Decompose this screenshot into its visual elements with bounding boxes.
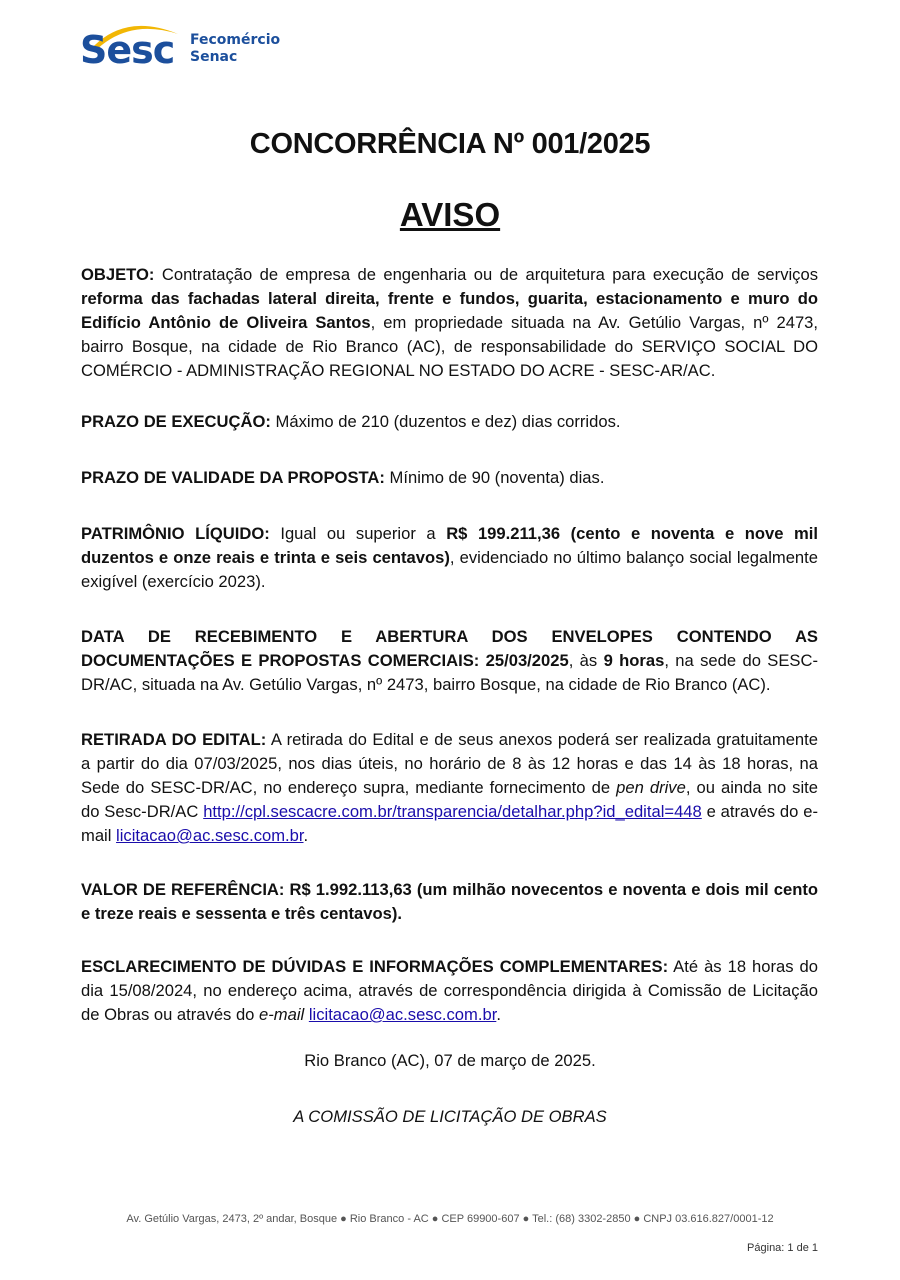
- logo-secondary: [190, 32, 280, 66]
- objeto-label: OBJETO:: [81, 265, 155, 284]
- section-prazo-validade: [81, 466, 818, 490]
- document-subtitle: AVISO: [399, 196, 501, 233]
- retirada-text-4: .: [303, 826, 309, 845]
- objeto-text: Contratação de empresa de engenharia ou de arquitetura para execução de serviços: [154, 265, 818, 284]
- retirada-text: A retirada do Edital e de seus anexos poderá ser realizada gratuitamente a partir do dia 07/03/2025, nos dias úteis, no horário de 8 às 12 horas e das 14 às 18 horas, na Sede do SESC-DR/AC, no endereço supra, mediante fornecimento de: [81, 730, 818, 797]
- esclarecimento-text-3: .: [496, 1005, 501, 1024]
- place-date: Rio Branco (AC), 07 de março de 2025.: [304, 1051, 596, 1070]
- section-data-recebimento: [81, 625, 818, 697]
- logo-fecomercio: Fecomércio: [190, 32, 281, 48]
- prazo-validade-label: PRAZO DE VALIDADE DA PROPOSTA:: [81, 468, 385, 487]
- document-title: CONCORRÊNCIA Nº 001/2025: [249, 128, 651, 160]
- esclarecimento-label: ESCLARECIMENTO DE DÚVIDAS E INFORMAÇÕES COMPLEMENTARES:: [81, 957, 669, 976]
- section-valor-referencia: [81, 878, 818, 926]
- section-patrimonio: [81, 522, 818, 594]
- section-objeto: [81, 263, 818, 383]
- data-recebimento-text: , às: [568, 651, 604, 670]
- edital-link[interactable]: http://cpl.sescacre.com.br/transparencia/detalhar.php?id_edital=448: [203, 802, 702, 821]
- prazo-execucao-label: PRAZO DE EXECUÇÃO:: [81, 412, 271, 431]
- retirada-text-2: , ou ainda no site do Sesc-DR/AC: [81, 778, 819, 821]
- esclarecimento-italic: e-mail: [259, 1005, 305, 1024]
- data-recebimento-text-2: , na sede do SESC-DR/AC, situada na Av. Getúlio Vargas, nº 2473, bairro Bosque, na cidade de Rio Branco (AC).: [81, 651, 818, 694]
- retirada-italic: pen drive: [616, 778, 686, 797]
- logo-sesc-text: Sesc: [80, 28, 175, 72]
- patrimonio-value: R$ 199.211,36 (cento e noventa e nove mil duzentos e onze reais e trinta e seis centavos): [81, 524, 818, 567]
- sesc-logo: [80, 14, 290, 74]
- patrimonio-text: Igual ou superior a: [269, 524, 447, 543]
- logo-senac: Senac: [190, 49, 238, 65]
- objeto-text-2: , em propriedade situada na Av. Getúlio Vargas, nº 2473, bairro Bosque, na cidade de Rio Branco (AC), de responsabilidade do SERVIÇO SOCIAL DO COMÉRCIO - ADMINISTRAÇÃO REGIONAL NO ESTADO DO ACRE - SESC-AR/AC.: [81, 313, 819, 380]
- data-recebimento-time: 9 horas: [603, 651, 665, 670]
- section-esclarecimento: [81, 955, 818, 1027]
- retirada-text-3: e através do e-mail: [81, 802, 818, 845]
- data-recebimento-label: DATA DE RECEBIMENTO E ABERTURA DOS ENVELOPES CONTENDO AS DOCUMENTAÇÕES E PROPOSTAS COMERCIAIS: 25/03/2025: [81, 627, 818, 670]
- footer-address: Av. Getúlio Vargas, 2473, 2º andar, Bosque ● Rio Branco - AC ● CEP 69900-607 ● Tel.: (68) 3302-2850 ● CNPJ 03.616.827/0001-12: [126, 1213, 774, 1225]
- objeto-bold: reforma das fachadas lateral direita, frente e fundos, guarita, estacionamento e muro do Edifício Antônio de Oliveira Santos: [81, 289, 818, 332]
- page-number: Página: 1 de 1: [747, 1242, 818, 1254]
- patrimonio-label: PATRIMÔNIO LÍQUIDO:: [81, 524, 270, 543]
- patrimonio-text-2: , evidenciado no último balanço social legalmente exigível (exercício 2023).: [81, 548, 818, 591]
- esclarecimento-text: Até às 18 horas do dia 15/08/2024, no endereço acima, através de correspondência dirigida à Comissão de Licitação de Obras ou através do: [81, 957, 818, 1024]
- signature: A COMISSÃO DE LICITAÇÃO DE OBRAS: [293, 1107, 607, 1126]
- section-prazo-execucao: [81, 410, 818, 434]
- email-link[interactable]: licitacao@ac.sesc.com.br: [116, 826, 304, 845]
- prazo-execucao-text: Máximo de 210 (duzentos e dez) dias corridos.: [270, 412, 621, 431]
- section-retirada-edital: [81, 728, 818, 848]
- prazo-validade-text: Mínimo de 90 (noventa) dias.: [384, 468, 605, 487]
- retirada-label: RETIRADA DO EDITAL:: [81, 730, 267, 749]
- esclarecimento-email-link[interactable]: licitacao@ac.sesc.com.br: [308, 1005, 497, 1024]
- valor-referencia: VALOR DE REFERÊNCIA: R$ 1.992.113,63 (um milhão novecentos e noventa e dois mil cento e treze reais e sessenta e três centavos).: [81, 880, 818, 923]
